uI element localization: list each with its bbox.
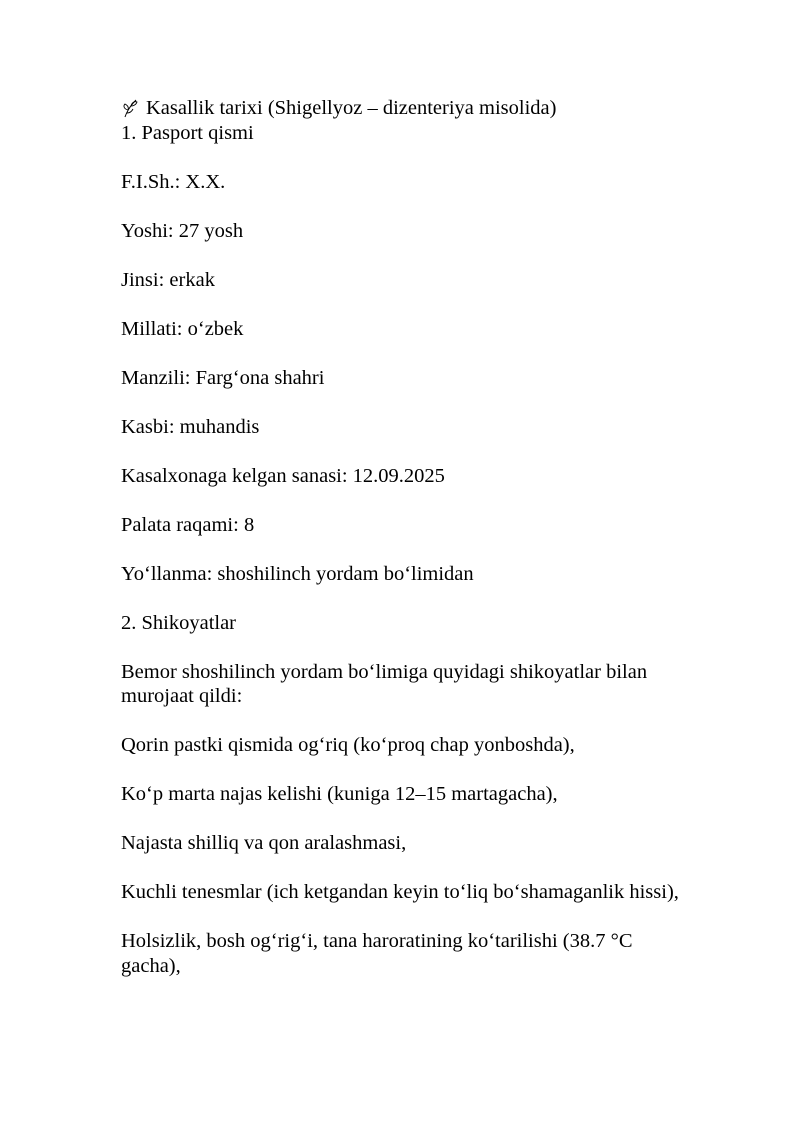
complaint-item: Ko‘p marta najas kelishi (kuniga 12–15 martagacha), [121,783,558,805]
passport-field: Kasbi: muhandis [121,415,260,438]
complaint-item: Kuchli tenesmlar (ich ketgandan keyin to‘liq bo‘shamaganlik hissi), [121,881,679,903]
passport-field: Manzili: Farg‘ona shahri [121,366,325,389]
passport-field: Yo‘llanma: shoshilinch yordam bo‘limidan [121,562,474,585]
complaint-item: Holsizlik, bosh og‘rig‘i, tana haroratining ko‘tarilishi (38.7 °C gachа), [121,930,633,977]
section-heading-passport: 1. Pasport qismi [121,121,254,144]
passport-field: Kasalxonaga kelgan sanasi: 12.09.2025 [121,464,445,487]
document-page [121,96,681,978]
complaint-item: Najasta shilliq va qon aralashmasi, [121,832,407,854]
passport-field: Jinsi: erkak [121,268,215,291]
passport-field: Millati: o‘zbek [121,317,244,340]
title-text: Kasallik tarixi (Shigellyoz – dizenteriya misolida) [146,97,557,119]
passport-field: Palata raqami: 8 [121,513,255,536]
passport-field: F.I.Sh.: X.X. [121,170,226,193]
complaint-item: Qorin pastki qismida og‘riq (ko‘proq chap yonboshda), [121,734,575,756]
herb-icon [121,98,139,118]
passport-field: Yoshi: 27 yosh [121,219,244,242]
document-title [121,96,681,121]
section-heading-complaints: 2. Shikoyatlar [121,611,237,634]
complaints-intro: Bemor shoshilinch yordam bo‘limiga quyidagi shikoyatlar bilan murojaat qildi: [121,660,648,707]
